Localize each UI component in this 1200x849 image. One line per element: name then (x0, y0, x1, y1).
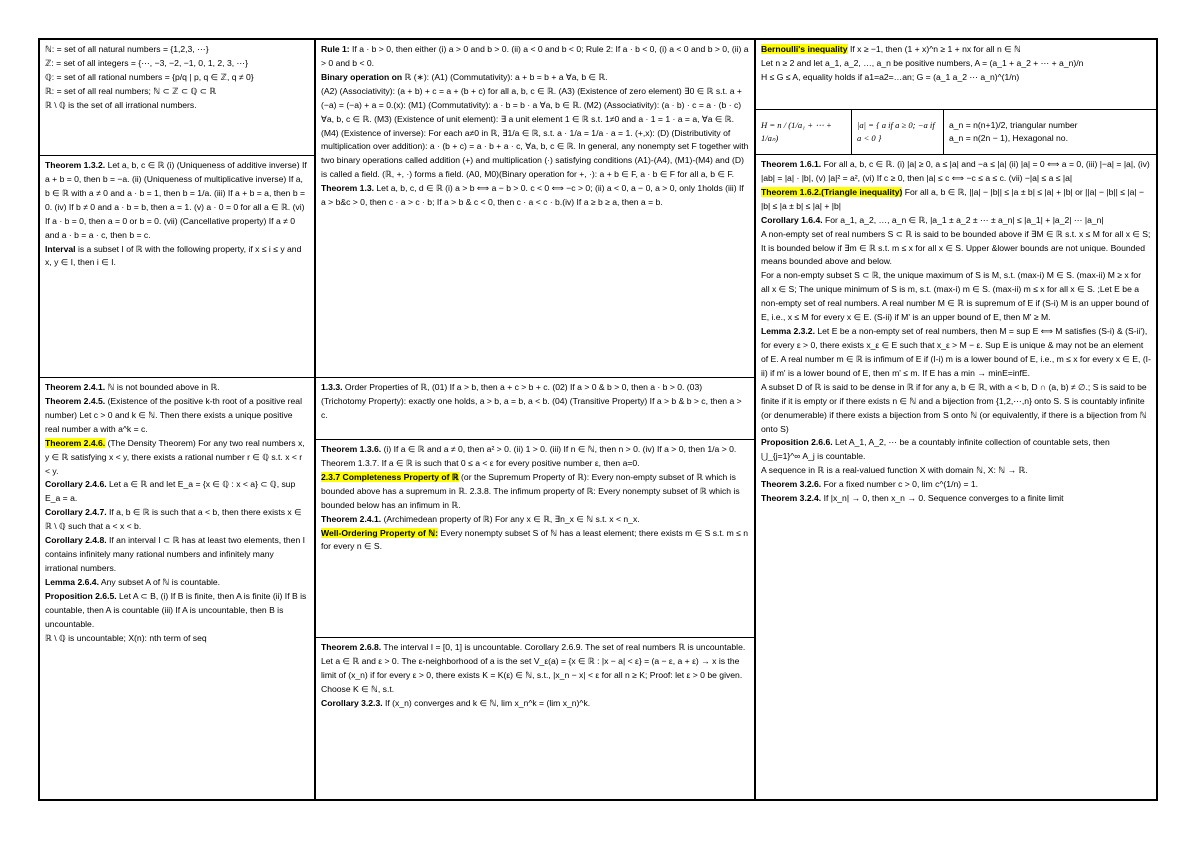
text-line: H ≤ G ≤ A, equality holds if a1=a2=…an; G = (a_1 a_2 ⋯ a_n)^(1/n) (761, 71, 1020, 82)
text-paragraph: Theorem 1.3. Let a, b, c, d ∈ ℝ (i) a > b ⟺ a − b > 0. c < 0 ⟺ −c > 0; (ii) a < 0, a − 0, a > 0, only 1holds (iii) If a > b&c > 0, then c · a > c · b; If a > b & c < 0, then c · a < c · b.(iv) If a ≥ b ≥ a, then a = b. (321, 183, 744, 208)
text-paragraph: A sequence in ℝ is a real-valued function X with domain ℕ, X: ℕ → ℝ. (761, 465, 1028, 476)
triangle-inequality: Theorem 1.6.2.(Triangle inequality) For all a, b ∈ ℝ, ||a| − |b|| ≤ |a ± b| ≤ |a| + |b| or ||a| − |b|| ≤ |a| − |b| ≤ |a ± b| ≤ |a| + |b| (761, 186, 1145, 211)
hexagonal-number: a_n = n(2n − 1), Hexagonal no. (949, 133, 1068, 143)
heading-label: Proposition 2.6.6. (761, 437, 833, 448)
text-paragraph: Corollary 3.2.3. If (x_n) converges and k ∈ ℕ, lim x_n^k = (lim x_n)^k. (321, 697, 591, 708)
text-paragraph: Corollary 2.4.8. If an interval I ⊂ ℝ has at least two elements, then I contains infinitely many rational numbers and infinitely many irrational numbers. (45, 535, 306, 573)
absolute-value-formula: |a| = { a if a ≥ 0; −a if a < 0 } (852, 110, 944, 154)
heading-label: Well-Ordering Property of ℕ: (321, 527, 439, 538)
text-paragraph: Corollary 2.4.6. Let a ∈ ℝ and let E_a = {x ∈ ℚ : x < a} ⊂ ℚ, sup E_a = a. (45, 479, 296, 504)
heading-label: 1.3.3. (321, 382, 343, 392)
heading-label: Theorem 1.3.2. (45, 160, 106, 170)
heading-label: Proposition 2.6.5. (45, 590, 117, 601)
text-paragraph: Lemma 2.6.4. Any subset A of ℕ is countable. (45, 576, 221, 587)
text-paragraph: 1.3.3. Order Properties of ℝ, (01) If a > b, then a + c > b + c. (02) If a > 0 & b > 0, then a · b > 0. (03) (Trichotomy Property): exactly one holds, a > b, a = b, a < b. (04) (Transitive Property) If a > b & b > c, then a > c. (321, 382, 742, 420)
text-paragraph: For a non-empty subset S ⊂ ℝ, the unique maximum of S is M, s.t. (max-i) M ∈ S. (max-ii) M ≥ x for all x ∈ S; The unique minimum of S is m, s.t. (max-i) m ∈ S. (max-ii) m ≤ x for all x ∈ S. ;Let E be a non-empty set of real numbers. A real number M ∈ ℝ is supremum of E if (S-i) M is an upper bound of E, i.e., x ≤ M for every x ∈ E. (S-ii) if M' is an upper bound of E, then M' ≥ M. (761, 270, 1149, 323)
heading-label: Theorem 3.2.4. (761, 493, 822, 504)
text-paragraph: Theorem 3.2.6. For a fixed number c > 0, lim c^(1/n) = 1. (761, 479, 979, 490)
text-line: ℝ \ ℚ is the set of all irrational numbers. (45, 99, 197, 110)
text-paragraph: Corollary 2.4.7. If a, b ∈ ℝ is such that a < b, then there exists x ∈ ℝ \ ℚ such that a < x < b. (45, 507, 302, 532)
text-paragraph: A non-empty set of real numbers S ⊂ ℝ is said to be bounded above if ∃M ∈ ℝ s.t. x ≤ M for all x ∈ S; It is bounded below if ∃m ∈ ℝ s.t. m ≤ x for all x ∈ S. Upper &lower bounds are not unique. Bounded means bounded above and below. (761, 228, 1151, 267)
well-ordering-property: Well-Ordering Property of ℕ: Every nonempty subset S of ℕ has a least element; there exists m ∈ S s.t. m ≤ n for every n ∈ S. (321, 527, 748, 552)
heading-label: Binary operation on (321, 71, 403, 82)
text-paragraph: Theorem 2.4.6. (The Density Theorem) For any two real numbers x, y ∈ ℝ satisfying x < y, there exists a rational number r ∈ ℚ s.t. x < r < y. (45, 437, 305, 476)
heading-label: Theorem 2.4.1. (321, 513, 382, 524)
text-paragraph: ℝ \ ℚ is uncountable; X(n): nth term of seq (45, 632, 207, 643)
heading-label: 2.3.7 Completeness Property of ℝ (321, 471, 459, 482)
sequence-formulas (944, 110, 1156, 154)
heading-label: Theorem 2.4.5. (45, 395, 106, 406)
archimedean-property: Theorem 2.4.1. (Archimedean property of ℝ) For any x ∈ ℝ, ∃n_x ∈ ℕ s.t. x < n_x. (321, 513, 640, 524)
text-line: Let n ≥ 2 and let a_1, a_2, …, a_n be positive numbers, A = (a_1 + a_2 + ⋯ + a_n)/n (761, 57, 1084, 68)
heading-label: Theorem 1.6.2.(Triangle inequality) (761, 186, 903, 197)
heading-label: Theorem 2.6.8. (321, 642, 382, 652)
text-line: ℤ: = set of all integers = {⋯, −3, −2, −1, 0, 1, 2, 3, ⋯} (45, 57, 248, 68)
heading-label: Theorem 3.2.6. (761, 479, 822, 490)
number-sets-block (40, 40, 314, 156)
text-paragraph: Theorem 3.2.4. If |x_n| → 0, then x_n → 0. Sequence converges to a finite limit (761, 493, 1064, 504)
text-paragraph: Theorem 1.3.6. (i) If a ∈ ℝ and a ≠ 0, then a² > 0. (ii) 1 > 0. (iii) If n ∈ ℕ, then n > 0. (iv) If a > 0, then 1/a > 0. Theorem 1.3.7. If a ∈ ℝ is such that 0 ≤ a < ε for every positive number ε, then a=0. (321, 444, 737, 468)
completeness-block (316, 440, 754, 638)
heading-label: Corollary 2.4.8. (45, 535, 107, 546)
text-paragraph: Proposition 2.6.6. Let A_1, A_2, ⋯ be a countably infinite collection of countable sets, then ⋃_{j=1}^∞ A_j is countable. (761, 437, 1110, 462)
text-paragraph: Binary operation on ℝ (∗): (A1) (Commutativity): a + b = b + a ∀a, b ∈ ℝ. (321, 71, 608, 82)
text-paragraph: Theorem 2.6.8. The interval I = [0, 1] is uncountable. Corollary 2.6.9. The set of real numbers ℝ is uncountable. (321, 642, 746, 652)
field-axioms-block (316, 40, 754, 378)
heading-label: Corollary 1.6.4. (761, 214, 823, 225)
heading-label: Corollary 2.4.6. (45, 479, 107, 490)
theorem-1-3-2-block (40, 156, 314, 378)
text-paragraph: Theorem 2.4.5. (Existence of the positive k-th root of a positive real number) Let c > 0 and k ∈ ℕ. Then there exists a unique positive real number a with a^k = c. (45, 395, 302, 434)
text-paragraph: Let a ∈ ℝ and ε > 0. The ε-neighborhood of a is the set V_ε(a) = {x ∈ ℝ : |x − a| < ε} = (a − ε, a + ε) → x is the limit of (x_n) if for every ε > 0, there exists K = K(ε) ∈ ℕ, s.t., |x_n − x| < ε for all n ≥ K; Proof: let ε > 0 be given. Choose K ∈ ℕ, s.t. (321, 655, 743, 694)
bernoulli-inequality: Bernoulli's inequality If x ≥ −1, then (1 + x)^n ≥ 1 + nx for all n ∈ ℕ (761, 44, 1021, 54)
heading-label: Interval (45, 243, 76, 254)
heading-label: Theorem 1.3. (321, 183, 375, 194)
order-properties-block (316, 378, 754, 440)
heading-label: Lemma 2.3.2. (761, 326, 815, 337)
text-paragraph: Lemma 2.3.2. Let E be a non-empty set of real numbers, then M = sup E ⟺ M satisfies (S-i) & (S-ii'), for every ε > 0, there exists x_ε ∈ E such that x_ε > M − ε. Sup E is unique & may not be an element of E. A real number m ∈ ℝ is infimum of E if (I-i) m is a lower bound of E, i.e., m ≤ x for every x ∈ E, (I-ii) if m' is a lower bound of E, then m' ≤ m. If E has a min → minE=infE. (761, 326, 1151, 378)
heading-label: Lemma 2.6.4. (45, 576, 99, 587)
absolute-value-block (756, 155, 1156, 799)
text-paragraph: Theorem 2.4.1. ℕ is not bounded above in ℝ. (45, 382, 220, 392)
column-2 (316, 40, 756, 799)
heading-label: Bernoulli's inequality (761, 44, 848, 54)
heading-label: Corollary 2.4.7. (45, 507, 107, 518)
text-line: ℚ: = set of all rational numbers = {p/q | p, q ∈ ℤ, q ≠ 0} (45, 71, 254, 82)
heading-label: Theorem 1.3.6. (321, 444, 382, 454)
text-line: ℕ: = set of all natural numbers = {1,2,3, ⋯} (45, 44, 209, 54)
heading-label: Theorem 2.4.6. (45, 437, 106, 448)
harmonic-mean-formula: H = n / (1/a₁ + ⋯ + 1/aₙ) (756, 110, 852, 154)
heading-label: Corollary 3.2.3. (321, 697, 383, 708)
column-3 (756, 40, 1156, 799)
text-paragraph: Corollary 1.6.4. For a_1, a_2, …, a_n ∈ ℝ, |a_1 ± a_2 ± ⋯ ± a_n| ≤ |a_1| + |a_2| ⋯ |a_n| (761, 214, 1104, 225)
text-paragraph: Proposition 2.6.5. Let A ⊂ B, (i) If B is finite, then A is finite (ii) If B is countable, then A is countable (iii) If A is uncountable, then B is uncountable. (45, 590, 307, 629)
completeness-property: 2.3.7 Completeness Property of ℝ (or the Supremum Property of ℝ): Every non-empty subset of ℝ which is bounded above has a supremum in ℝ. 2.3.8. The infimum property of ℝ: Every nonempty subset of ℝ which is bounded below has an infimum in ℝ. (321, 471, 740, 510)
text-paragraph: Theorem 1.3.2. Let a, b, c ∈ ℝ (i) (Uniqueness of additive inverse) If a + b = 0, then b = −a. (ii) (Uniqueness of multiplicative inverse) If a, b ∈ ℝ with a ≠ 0 and a · b = 1, then b = 1/a. (iii) If a + b = a, then b = 0. (iv) If b ≠ 0 and a · b = b, then a = 1. (v) a · 0 = 0 for all a ∈ ℝ. (vi) If a · b = 0, then a = 0 or b = 0. (vii) (Cancellative property) If a ≠ 0 and a · b = a · c, then b = c. (45, 160, 307, 240)
text-paragraph: Theorem 1.6.1. For all a, b, c ∈ ℝ. (i) |a| ≥ 0, a ≤ |a| and −a ≤ |a| (ii) |a| = 0 ⟺ a = 0, (iii) |−a| = |a|, (iv) |ab| = |a| · |b|, (v) |a|² = a², (vi) If c ≥ 0, then |a| ≤ c ⟺ −c ≤ a ≤ c. (vii) −|a| ≤ a ≤ |a| (761, 159, 1150, 183)
text-paragraph: A subset D of ℝ is said to be dense in ℝ if for any a, b ∈ ℝ, with a < b, D ∩ (a, b) ≠ ∅.; S is said to be finite if it is empty or if there exists n ∈ ℕ and a bijection from {1,2,⋯,n} onto S. S is countably infinite (or denumerable) if there exists a bijection from S onto ℕ (or equivalently, if there is a bijection from ℕ onto S) (761, 381, 1147, 434)
bernoulli-block (756, 40, 1156, 110)
text-paragraph: Interval is a subset I of ℝ with the following property, if x ≤ i ≤ y and x, y ∈ I, then i ∈ I. (45, 243, 302, 268)
uncountable-block (316, 638, 754, 799)
column-1 (40, 40, 316, 799)
cheat-sheet (38, 38, 1158, 801)
text-line: ℝ: = set of all real numbers; ℕ ⊂ ℤ ⊂ ℚ ⊂ ℝ (45, 85, 217, 96)
text-paragraph: (A2) (Associativity): (a + b) + c = a + (b + c) for all a, b, c ∈ ℝ. (A3) (Existence of zero element) ∃0 ∈ ℝ s.t. a + (−a) = (−a) + a = 0.(x): (M1) (Commutativity): a · b = b · a ∀a, b ∈ ℝ. (M2) (Associativity): (a · b) · c = a · (b · c) ∀a, b, c ∈ ℝ. (M3) (Existence of unit element): ∃ a unit element 1 ∈ ℝ s.t. 1≠0 and a · 1 = 1 · a = a, ∀a ∈ ℝ. (M4) (Existence of inverse): For each a≠0 in ℝ, ∃1/a ∈ ℝ, s.t. a · 1/a = 1/a · a = 1. (+,x): (D) (Distributivity of multiplication over addition): a · (b + c) = a · b + a · c, ∀a, b, c ∈ ℝ. In general, any nonempty set F together with two binary operations called addition (+) and multiplication (·) satisfying conditions (A1)-(A4), (M1)-(M4) and (D) is called a field. (ℝ, +, ·) forms a field. (A0, M0)(Binary operation for +, ·): a + b ∈ F, a · b ∈ F for all a, b ∈ F. (321, 85, 749, 180)
triangular-number: a_n = n(n+1)/2, triangular number (949, 120, 1078, 131)
heading-label: Theorem 2.4.1. (45, 382, 106, 392)
text-paragraph: Rule 1: If a · b > 0, then either (i) a > 0 and b > 0. (ii) a < 0 and b < 0; Rule 2: If a · b < 0, (i) a < 0 and b > 0, (ii) a > 0 and b < 0. (321, 44, 749, 68)
density-theorem-block (40, 378, 314, 799)
formula-row (756, 110, 1156, 155)
heading-label: Rule 1: (321, 44, 350, 54)
heading-label: Theorem 1.6.1. (761, 159, 822, 169)
